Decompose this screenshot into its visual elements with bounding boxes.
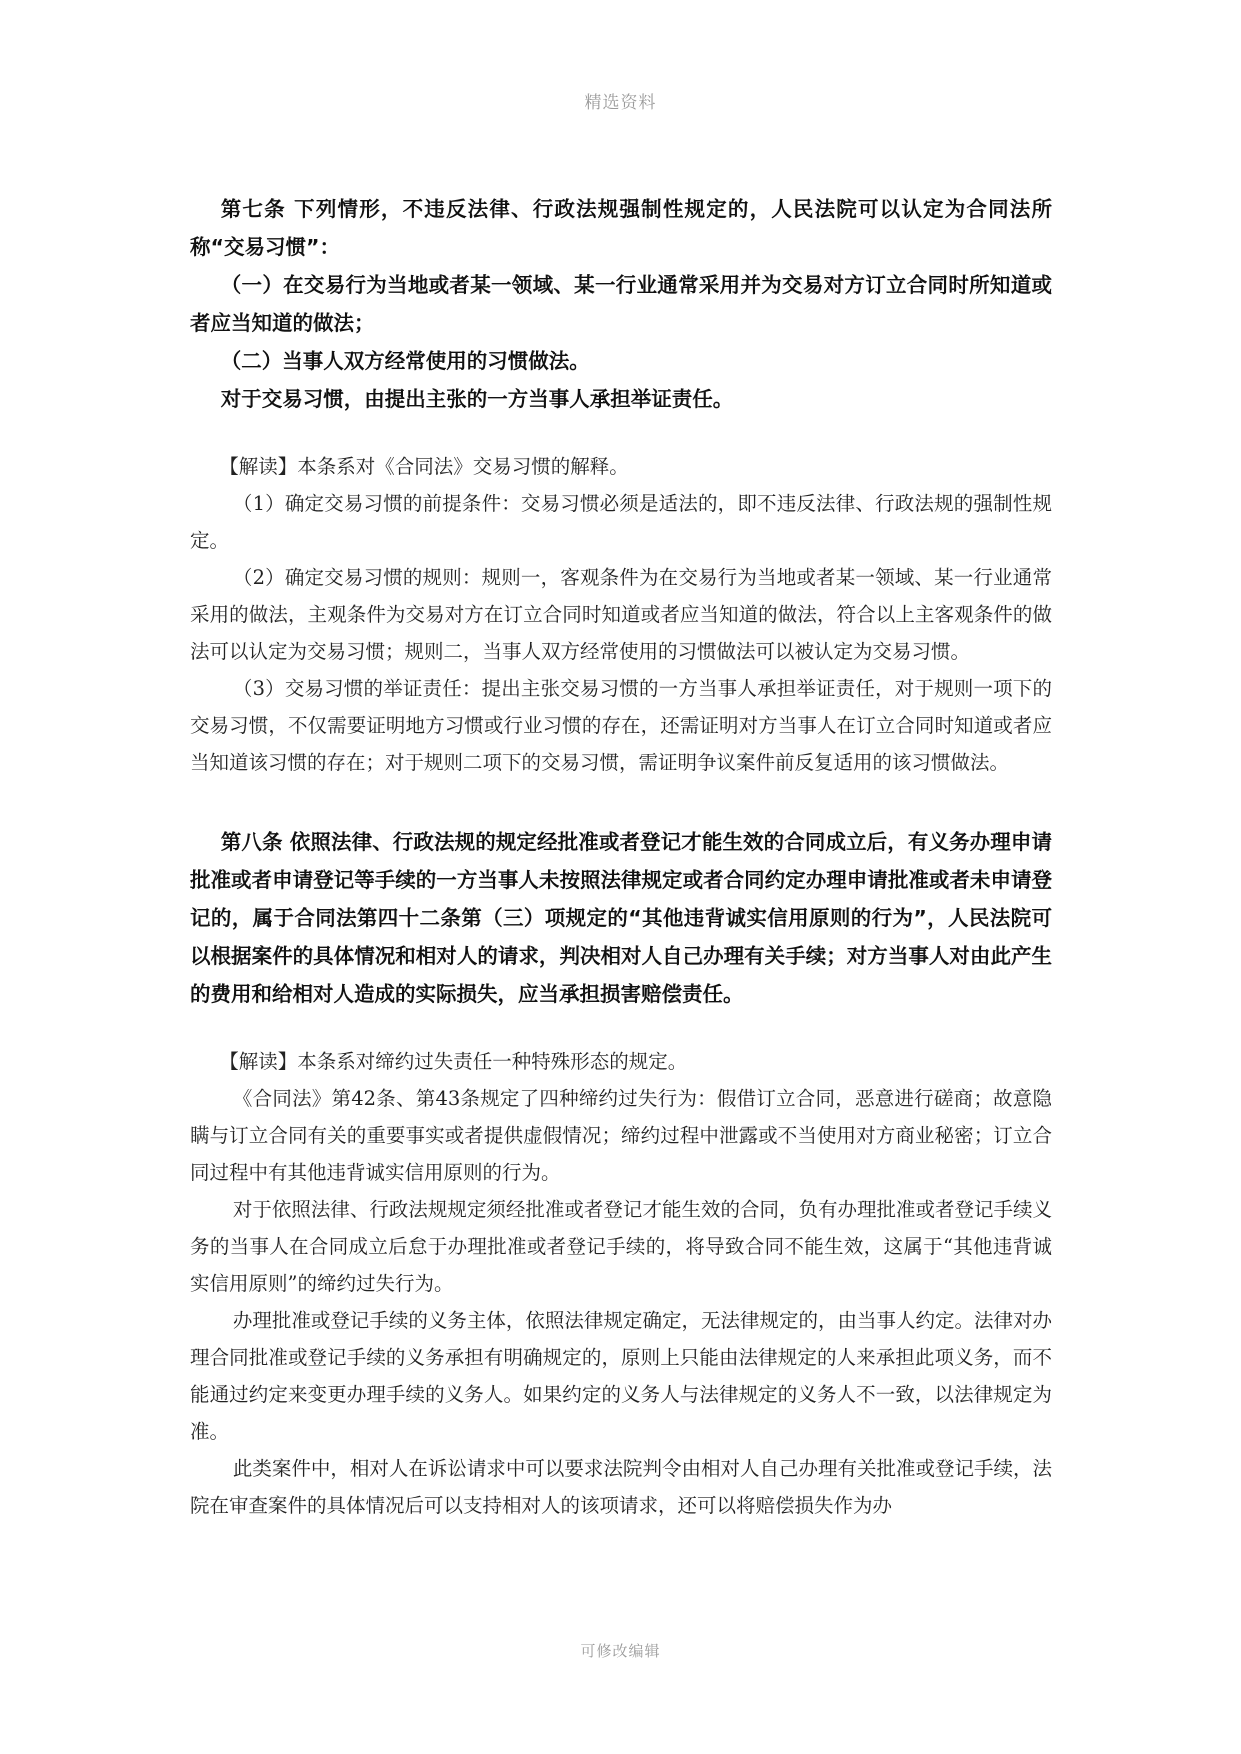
commentary-7-point-1: （1）确定交易习惯的前提条件：交易习惯必须是适法的，即不违反法律、行政法规的强制性规定。: [190, 492, 1052, 552]
article-7: [190, 190, 1052, 418]
commentary-8-para-2: 对于依照法律、行政法规规定须经批准或者登记才能生效的合同，负有办理批准或者登记手续义务的当事人在合同成立后怠于办理批准或者登记手续的，将导致合同不能生效，这属于“其他违背诚实信用原则”的缔约过失行为。: [190, 1198, 1052, 1295]
article-8-text: 第八条 依照法律、行政法规的规定经批准或者登记才能生效的合同成立后，有义务办理申请批准或者申请登记等手续的一方当事人未按照法律规定或者合同约定办理申请批准或者未申请登记的，属于合同法第四十二条第（三）项规定的“其他违背诚实信用原则的行为”，人民法院可以根据案件的具体情况和相对人的请求，判决相对人自己办理有关手续；对方当事人对由此产生的费用和给相对人造成的实际损失，应当承担损害赔偿责任。: [190, 830, 1052, 1006]
article-7-heading: 第七条 下列情形，不违反法律、行政法规强制性规定的，人民法院可以认定为合同法所称“交易习惯”：: [190, 197, 1052, 259]
commentary-8: [190, 1043, 1052, 1524]
commentary-7-point-2: （2）确定交易习惯的规则：规则一，客观条件为在交易行为当地或者某一领域、某一行业通常采用的做法，主观条件为交易对方在订立合同时知道或者应当知道的做法，符合以上主客观条件的做法可以认定为交易习惯；规则二，当事人双方经常使用的习惯做法可以被认定为交易习惯。: [190, 566, 1052, 663]
article-8: [190, 823, 1052, 1013]
commentary-8-para-4: 此类案件中，相对人在诉讼请求中可以要求法院判令由相对人自己办理有关批准或登记手续，法院在审查案件的具体情况后可以支持相对人的该项请求，还可以将赔偿损失作为办: [190, 1457, 1052, 1517]
commentary-7-point-3: （3）交易习惯的举证责任：提出主张交易习惯的一方当事人承担举证责任，对于规则一项下的交易习惯，不仅需要证明地方习惯或行业习惯的存在，还需证明对方当事人在订立合同时知道或者应当知道该习惯的存在；对于规则二项下的交易习惯，需证明争议案件前反复适用的该习惯做法。: [190, 677, 1052, 774]
document-body: [190, 190, 1052, 1524]
page-footer: 可修改编辑: [580, 1642, 661, 1660]
commentary-7-intro: 【解读】本条系对《合同法》交易习惯的解释。: [219, 455, 629, 478]
article-7-item-2: （二）当事人双方经常使用的习惯做法。: [220, 349, 590, 373]
commentary-8-para-1: 《合同法》第42条、第43条规定了四种缔约过失行为：假借订立合同，恶意进行磋商；故意隐瞒与订立合同有关的重要事实或者提供虚假情况；缔约过程中泄露或不当使用对方商业秘密；订立合同过程中有其他违背诚实信用原则的行为。: [190, 1087, 1052, 1184]
commentary-8-intro: 【解读】本条系对缔约过失责任一种特殊形态的规定。: [219, 1050, 688, 1073]
page-header: 精选资料: [584, 93, 657, 113]
article-7-item-1: （一）在交易行为当地或者某一领域、某一行业通常采用并为交易对方订立合同时所知道或者应当知道的做法；: [190, 273, 1052, 335]
commentary-7: [190, 448, 1052, 781]
commentary-8-para-3: 办理批准或登记手续的义务主体，依照法律规定确定，无法律规定的，由当事人约定。法律对办理合同批准或登记手续的义务承担有明确规定的，原则上只能由法律规定的人来承担此项义务，而不能通过约定来变更办理手续的义务人。如果约定的义务人与法律规定的义务人不一致，以法律规定为准。: [190, 1309, 1052, 1443]
article-7-burden: 对于交易习惯，由提出主张的一方当事人承担举证责任。: [220, 387, 734, 411]
